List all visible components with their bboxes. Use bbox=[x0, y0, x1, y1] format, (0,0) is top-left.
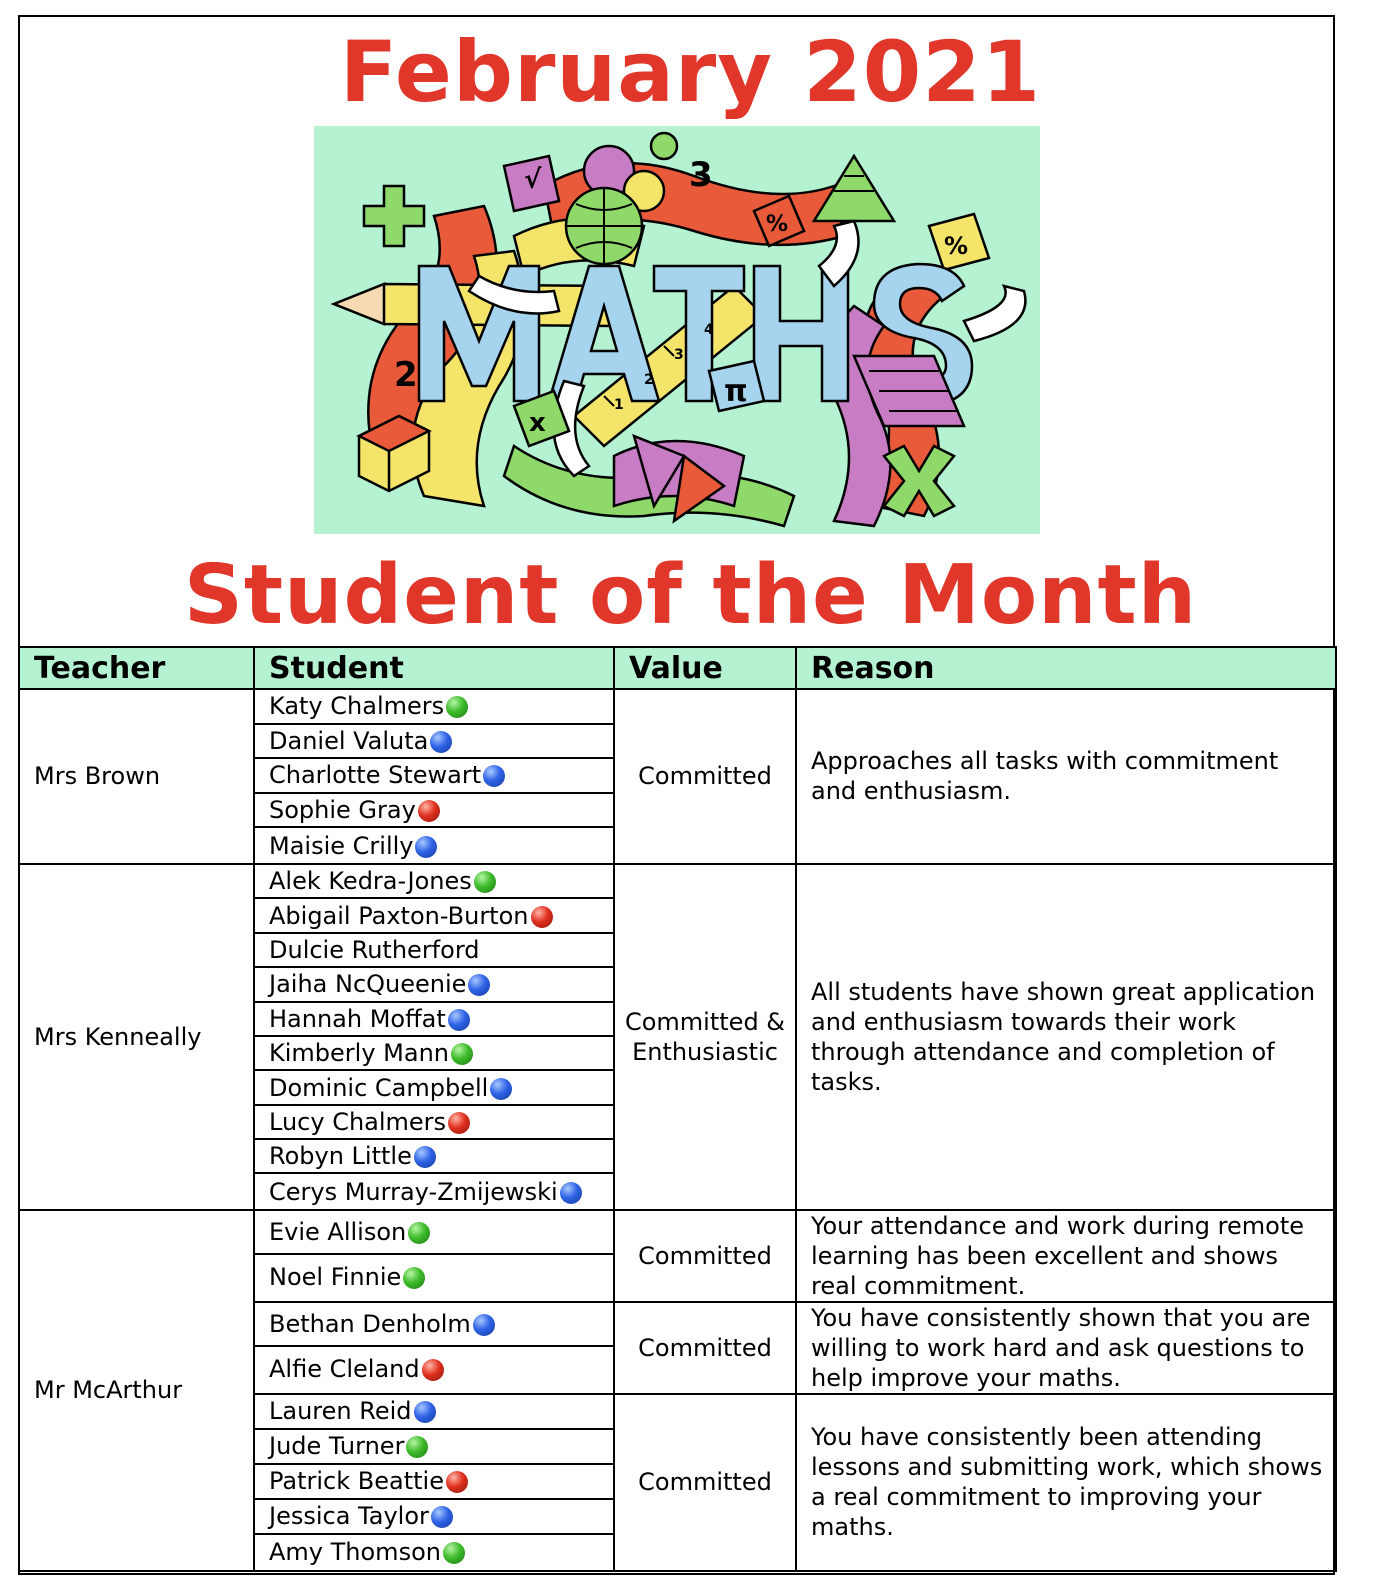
student-list bbox=[255, 1211, 613, 1299]
student-row bbox=[255, 1465, 613, 1500]
red-dot-icon bbox=[448, 1112, 470, 1134]
blue-dot-icon bbox=[490, 1078, 512, 1100]
maths-doodle-svg bbox=[314, 126, 1040, 534]
blue-dot-icon bbox=[483, 765, 505, 787]
student-list bbox=[255, 865, 613, 1209]
student-column-header: Student bbox=[254, 647, 614, 689]
reason-column-header: Reason bbox=[796, 647, 1336, 689]
student-row bbox=[255, 968, 613, 1002]
blue-dot-icon bbox=[414, 1401, 436, 1423]
doodle-percent-symbol: % bbox=[766, 212, 789, 237]
student-row bbox=[255, 1106, 613, 1140]
doodle-pi-symbol: π bbox=[724, 374, 748, 409]
student-row bbox=[255, 899, 613, 933]
student-list bbox=[255, 1303, 613, 1391]
teacher-cell: Mrs Brown bbox=[19, 689, 254, 864]
student-name: Kimberly Mann bbox=[269, 1039, 449, 1068]
student-list bbox=[255, 690, 613, 863]
student-name: Daniel Valuta bbox=[269, 726, 429, 755]
value-cell: Committed bbox=[614, 1210, 796, 1302]
value-cell: Committed bbox=[614, 689, 796, 864]
student-name: Charlotte Stewart bbox=[269, 761, 482, 790]
student-name: Evie Allison bbox=[269, 1217, 407, 1246]
student-name: Alek Kedra-Jones bbox=[269, 867, 472, 896]
doodle-percent-symbol-right: % bbox=[944, 232, 969, 260]
green-dot-icon bbox=[474, 871, 496, 893]
student-name: Patrick Beattie bbox=[269, 1467, 444, 1496]
blue-dot-icon bbox=[414, 1146, 436, 1168]
student-row bbox=[255, 828, 613, 863]
teacher-column-header: Teacher bbox=[19, 647, 254, 689]
reason-cell: You have consistently shown that you are willing to work hard and ask questions to help improve your maths. bbox=[796, 1302, 1336, 1394]
doodle-number-2: 2 bbox=[394, 355, 418, 395]
student-name: Amy Thomson bbox=[269, 1538, 441, 1567]
doodle-number-3: 3 bbox=[689, 155, 713, 195]
student-name: Jaiha NcQueenie bbox=[269, 970, 467, 999]
table-body bbox=[19, 689, 1336, 1571]
table-row bbox=[19, 689, 1336, 864]
student-name: Robyn Little bbox=[269, 1142, 412, 1171]
student-name: Bethan Denholm bbox=[269, 1309, 471, 1338]
table-row bbox=[19, 1210, 1336, 1302]
month-title: February 2021 bbox=[339, 23, 1042, 121]
student-row bbox=[255, 1003, 613, 1037]
student-name: Jessica Taylor bbox=[269, 1502, 429, 1531]
student-name: Hannah Moffat bbox=[269, 1004, 446, 1033]
student-name: Noel Finnie bbox=[269, 1262, 402, 1291]
student-name: Lucy Chalmers bbox=[269, 1107, 447, 1136]
ruler-mark-2: 2 bbox=[644, 372, 654, 388]
blue-dot-icon bbox=[468, 974, 490, 996]
page-subtitle: Student of the Month bbox=[183, 548, 1198, 643]
teacher-cell: Mr McArthur bbox=[19, 1210, 254, 1571]
value-column-header: Value bbox=[614, 647, 796, 689]
student-row bbox=[255, 865, 613, 899]
green-dot-icon bbox=[446, 696, 468, 718]
red-dot-icon bbox=[446, 1471, 468, 1493]
student-row bbox=[255, 1140, 613, 1174]
student-name: Maisie Crilly bbox=[269, 831, 414, 860]
student-name: Dominic Campbell bbox=[269, 1073, 489, 1102]
ruler-mark-3: 3 bbox=[674, 347, 684, 363]
student-list-cell bbox=[254, 1210, 614, 1302]
student-row bbox=[255, 1037, 613, 1071]
student-name: Alfie Cleland bbox=[269, 1354, 420, 1383]
student-list bbox=[255, 1395, 613, 1570]
reason-cell: Your attendance and work during remote learning has been excellent and shows real commitment. bbox=[796, 1210, 1336, 1302]
student-row bbox=[255, 1211, 613, 1255]
student-row bbox=[255, 1174, 613, 1208]
student-row bbox=[255, 725, 613, 760]
student-of-month-table bbox=[18, 646, 1337, 1572]
red-dot-icon bbox=[418, 800, 440, 822]
student-name: Abigail Paxton-Burton bbox=[269, 901, 529, 930]
green-dot-icon bbox=[451, 1043, 473, 1065]
doodle-root-symbol: √ bbox=[524, 165, 542, 195]
red-dot-icon bbox=[531, 906, 553, 928]
student-name: Lauren Reid bbox=[269, 1397, 412, 1426]
student-row bbox=[255, 1535, 613, 1570]
maths-doodle-illustration bbox=[314, 126, 1040, 534]
red-dot-icon bbox=[422, 1359, 444, 1381]
value-cell: Committed bbox=[614, 1394, 796, 1571]
student-row bbox=[255, 1430, 613, 1465]
student-row bbox=[255, 794, 613, 829]
student-name: Cerys Murray-Zmijewski bbox=[269, 1177, 558, 1206]
student-row bbox=[255, 1500, 613, 1535]
student-row bbox=[255, 934, 613, 968]
value-cell: Committed bbox=[614, 1302, 796, 1394]
green-dot-icon bbox=[408, 1222, 430, 1244]
ruler-mark-1: 1 bbox=[614, 397, 624, 413]
student-row bbox=[255, 1255, 613, 1299]
blue-dot-icon bbox=[430, 731, 452, 753]
student-list-cell bbox=[254, 689, 614, 864]
student-name: Katy Chalmers bbox=[269, 692, 445, 721]
table-row bbox=[19, 864, 1336, 1210]
student-row bbox=[255, 1347, 613, 1391]
reason-cell: You have consistently been attending lessons and submitting work, which shows a real commitment to improving your maths. bbox=[796, 1394, 1336, 1571]
student-list-cell bbox=[254, 1394, 614, 1571]
blue-dot-icon bbox=[473, 1314, 495, 1336]
blue-dot-icon bbox=[448, 1009, 470, 1031]
student-row bbox=[255, 690, 613, 725]
blue-dot-icon bbox=[415, 836, 437, 858]
green-dot-icon bbox=[406, 1436, 428, 1458]
student-row bbox=[255, 1071, 613, 1105]
student-name: Dulcie Rutherford bbox=[269, 935, 480, 964]
reason-cell: Approaches all tasks with commitment and enthusiasm. bbox=[796, 689, 1336, 864]
ruler-mark-4: 4 bbox=[704, 322, 714, 338]
student-row bbox=[255, 1303, 613, 1347]
student-name: Sophie Gray bbox=[269, 796, 416, 825]
reason-cell: All students have shown great application and enthusiasm towards their work through attendance and completion of tasks. bbox=[796, 864, 1336, 1210]
student-list-cell bbox=[254, 1302, 614, 1394]
blue-dot-icon bbox=[560, 1182, 582, 1204]
student-row bbox=[255, 759, 613, 794]
blue-dot-icon bbox=[431, 1506, 453, 1528]
green-dot-icon bbox=[403, 1267, 425, 1289]
teacher-cell: Mrs Kenneally bbox=[19, 864, 254, 1210]
green-dot-icon bbox=[443, 1542, 465, 1564]
value-cell: Committed & Enthusiastic bbox=[614, 864, 796, 1210]
table-header-row bbox=[19, 647, 1336, 689]
student-list-cell bbox=[254, 864, 614, 1210]
student-name: Jude Turner bbox=[269, 1432, 405, 1461]
student-row bbox=[255, 1395, 613, 1430]
doodle-x-symbol: x bbox=[529, 408, 546, 438]
